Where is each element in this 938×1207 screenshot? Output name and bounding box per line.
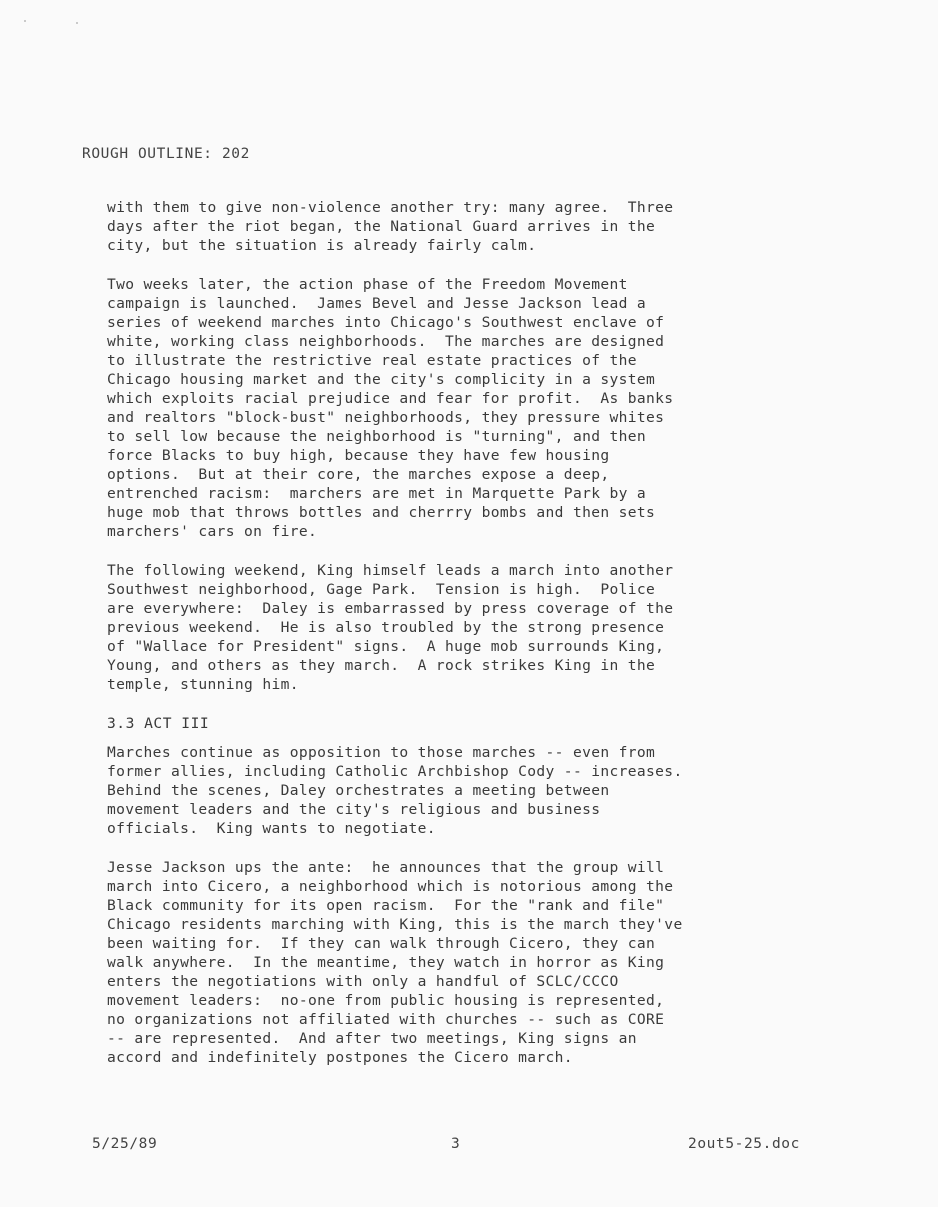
footer-page-number: 3 xyxy=(451,1136,461,1152)
paragraph: Jesse Jackson ups the ante: he announces that the group will march into Cicero, a neighborhood which is notorious among the Black community for its open racism. For the "rank and file" Chicago residents marching with King, this is the march they've been waiting for. If they can walk through Cicero, they can walk anywhere. In the meantime, they watch in horror as King enters the negotiations with only a handful of SCLC/CCCO movement leaders: no-one from public housing is represented, no organizations not affiliated with churches -- such as CORE -- are represented. And after two meetings, King signs an accord and indefinitely postpones the Cicero march. xyxy=(107,859,683,1066)
footer-filename: 2out5-25.doc xyxy=(688,1136,800,1152)
paragraph: with them to give non-violence another try: many agree. Three days after the riot began, the National Guard arrives in the city, but the situation is already fairly calm. xyxy=(107,199,674,254)
paragraph: Marches continue as opposition to those marches -- even from former allies, including Catholic Archbishop Cody -- increases. Behind the scenes, Daley orchestrates a meeting between movement leaders and the city's religious and business officials. King wants to negotiate. xyxy=(107,744,683,837)
paragraph: The following weekend, King himself leads a march into another Southwest neighborhood, Gage Park. Tension is high. Police are everywhere: Daley is embarrassed by press coverage of the previous weekend. He is also troubled by the strong presence of "Wallace for President" signs. A huge mob surrounds King, Young, and others as they march. A rock strikes King in the temple, stunning him. xyxy=(107,562,674,693)
document-body xyxy=(107,198,827,1087)
scan-speck xyxy=(76,22,78,24)
footer-date: 5/25/89 xyxy=(92,1136,158,1152)
scan-speck xyxy=(24,20,26,22)
page-header: ROUGH OUTLINE: 202 xyxy=(82,146,250,162)
paragraph: Two weeks later, the action phase of the Freedom Movement campaign is launched. James Bevel and Jesse Jackson lead a series of weekend marches into Chicago's Southwest enclave of white, working class neighborhoods. The marches are designed to illustrate the restrictive real estate practices of the Chicago housing market and the city's complicity in a system which exploits racial prejudice and fear for profit. As banks and realtors "block-bust" neighborhoods, they pressure whites to sell low because the neighborhood is "turning", and then force Blacks to buy high, because they have few housing options. But at their core, the marches expose a deep, entrenched racism: marchers are met in Marquette Park by a huge mob that throws bottles and cherrry bombs and then sets marchers' cars on fire. xyxy=(107,276,674,540)
section-heading: 3.3 ACT III xyxy=(107,715,210,732)
